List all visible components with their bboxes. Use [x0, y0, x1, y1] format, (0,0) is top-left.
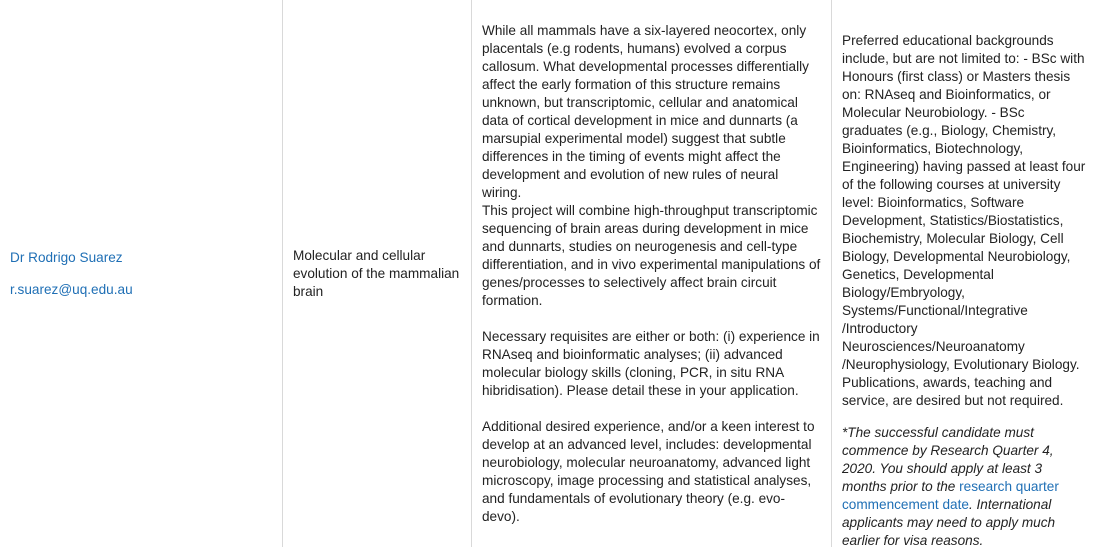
project-title-cell — [282, 0, 471, 547]
project-title: Molecular and cellular evolution of the mammalian brain — [293, 247, 460, 299]
project-description-cell — [471, 0, 831, 547]
description-desired: Additional desired experience, and/or a keen interest to develop at an advanced level, includes: developmental neurobiology, molecular neuroanatomy, advanced light microscopy, image processing and statistical analyses, and fundamentals of evolutionary theory (e.g. evo-devo). — [482, 419, 815, 524]
description-requisites: Necessary requisites are either or both: (i) experience in RNAseq and bioinformatic analyses; (ii) advanced molecular biology skills (cloning, PCR, in situ RNA hibridisation). Please detail these in your application. — [482, 329, 820, 398]
note-text-before: *The successful candidate must commence by Research Quarter 4, 2020. You should apply at least 3 months prior to the — [842, 425, 1054, 494]
description-intro: While all mammals have a six-layered neocortex, only placentals (e.g rodents, humans) evolved a corpus callosum. What developmental processes differentially affect the early formation of this structure remains unknown, but transcriptomic, cellular and anatomical data of cortical development in mice and dunnarts (a marsupial experimental model) suggest that subtle differences in the timing of events might affect the development and evolution of new rules of neural wiring. — [482, 23, 809, 200]
description-plan: This project will combine high-throughput transcriptomic sequencing of brain areas during development in mice and dunnarts, studies on neurogenesis and cell-type differentiation, and in vivo experimental manipulations of genes/processes to selectively affect brain circuit formation. — [482, 203, 821, 308]
supervisor-email-link[interactable]: r.suarez@uq.edu.au — [10, 281, 133, 297]
note-text-after: . International applicants may need to apply much earlier for visa reasons. — [842, 497, 1056, 548]
supervisor-cell — [0, 0, 282, 547]
eligibility-backgrounds: Preferred educational backgrounds include, but are not limited to: - BSc with Honours (first class) or Masters thesis on: RNAseq and Bioinformatics, or Molecular Neurobiology. - BSc graduates (e.g., Biology, Chemistry, Bioinformatics, Biotechnology, Engineering) having passed at least four of the following courses at university level: Bioinformatics, Software Development, Statistics/Biostatistics, Biochemistry, Molecular Biology, Cell Biology, Developmental Neurobiology, Genetics, Developmental Biology/Embryology, Systems/Functional/Integrative /Introductory Neurosciences/Neuroanatomy /Neurophysiology, Evolutionary Biology. Publications, awards, teaching and service, are desired but not required. — [842, 33, 1086, 408]
research-quarter-link[interactable]: research quarter commencement date — [842, 479, 1059, 512]
eligibility-note — [842, 424, 1088, 550]
supervisor-name-link[interactable]: Dr Rodrigo Suarez — [10, 249, 123, 265]
eligibility-cell — [831, 0, 1098, 547]
